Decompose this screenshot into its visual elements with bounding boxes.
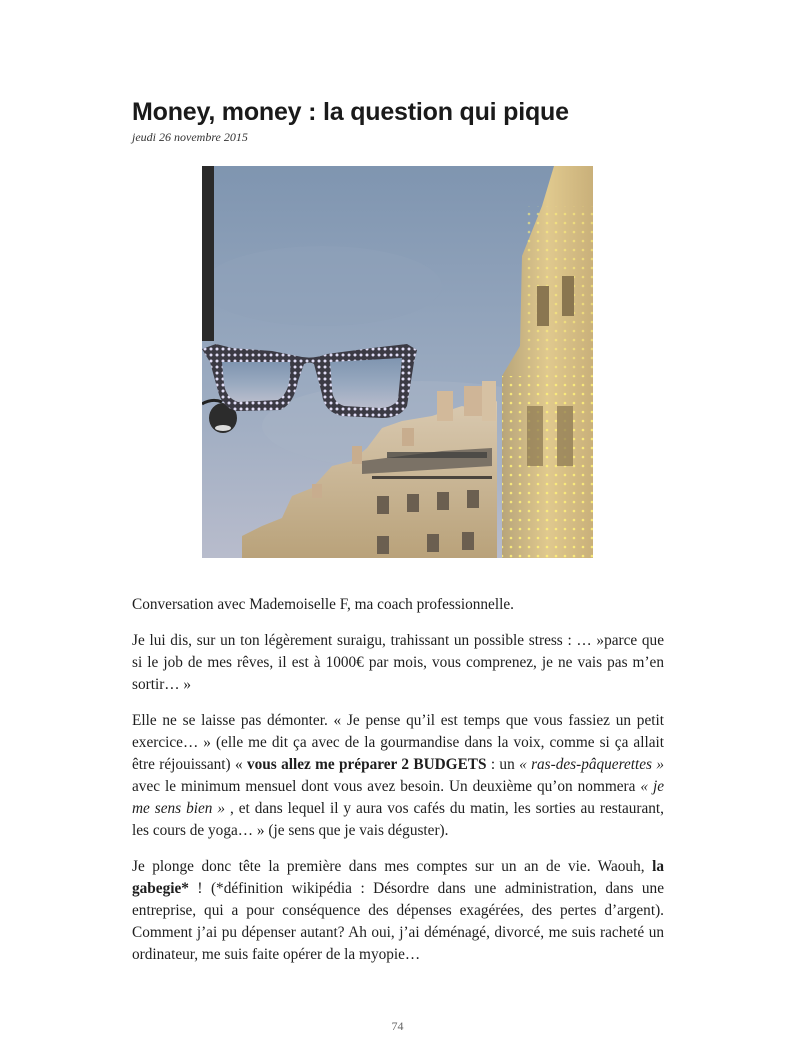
- page-number: 74: [391, 1019, 404, 1033]
- budgets-emphasis: vous allez me préparer 2 BUDGETS: [246, 756, 487, 773]
- article-title: Money, money : la question qui pique: [132, 98, 569, 126]
- paragraph-2: Je lui dis, sur un ton légèrement suraigu, trahissant un possible stress : … »parce que si le job de mes rêves, il est à 1000€ par mois, vous comprenez, je ne vais pas m’en sortir… »: [132, 632, 664, 693]
- paragraph-3: [132, 710, 664, 842]
- je-me-sens-bien-quote: « je me sens bien »: [132, 778, 664, 817]
- paragraph-4-text: Je plonge donc tête la première dans mes comptes sur un an de vie. Waouh,: [132, 858, 653, 875]
- gabegie-emphasis: la gabegie*: [132, 858, 664, 897]
- paragraph-4-text: ! (*définition wikipédia : Désordre dans une administration, dans une entreprise, qui a pour conséquence des dépenses exagérées, des pertes d’argent). Comment j’ai pu dépenser autant? Ah oui, j’ai déménagé, divorcé, me suis racheté un ordinateur, me suis faite opérer de la myopie…: [132, 880, 664, 963]
- article-date: jeudi 26 novembre 2015: [132, 130, 248, 144]
- article-photo: [202, 166, 593, 558]
- photo-glasses-street: [202, 166, 593, 558]
- paragraph-3-text: Elle ne se laisse pas démonter. « Je pense qu’il est temps que vous fassiez un petit exercice… » (elle me dit ça avec de la gourmandise dans la voix, comme si ça allait être réjouissant) «: [132, 712, 664, 773]
- paragraph-3-text: : un: [486, 756, 520, 773]
- paragraph-3-text: avec le minimum mensuel dont vous avez besoin. Un deuxième qu’on nommera: [132, 778, 641, 795]
- ras-des-paquerettes-quote: « ras-des-pâquerettes »: [519, 756, 664, 773]
- article-body: [132, 594, 664, 980]
- paragraph-4: [132, 856, 664, 966]
- paragraph-3-text: , et dans lequel il y aura vos cafés du matin, les sorties au restaurant, les cours de yoga… » (je sens que je vais déguster).: [132, 800, 665, 839]
- paragraph-1: Conversation avec Mademoiselle F, ma coach professionnelle.: [132, 596, 514, 613]
